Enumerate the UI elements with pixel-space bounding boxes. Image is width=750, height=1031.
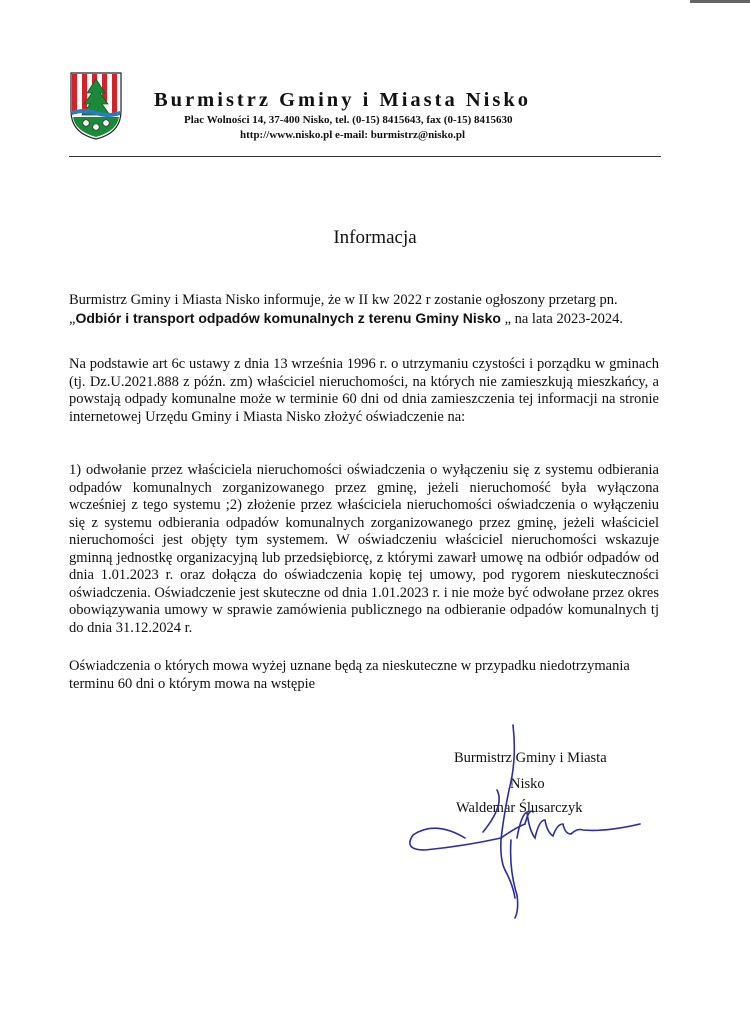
- paragraph-deadline-note: Oświadczenia o których mowa wyżej uznane będą za nieskuteczne w przypadku niedotrzymania terminu 60 dni o którym mowa na wstępie: [69, 658, 630, 692]
- paragraph-declarations: 1) odwołanie przez właściciela nieruchomości oświadczenia o wyłączeniu się z systemu odbierania odpadów komunalnych zorganizowanego przez gminę, jeżeli nieruchomość była wyłączona wcześniej z tego systemu ;2) złożenie przez właściciela nieruchomości oświadczenia o wyłączeniu się z systemu odbierania odpadów komunalnych zorganizowanego przez gminę, jeżeli właściciel nieruchomości jest objęty tym systemem. W oświadczeniu właściciel nieruchomości wskazuje gminną jednostkę organizacyjną lub przedsiębiorcę, z którymi zawarł umowę na odbiór odpadów od dnia 1.01.2023 r. oraz dołącza do oświadczenia kopię tej umowy, pod rygorem nieskuteczności oświadczenia. Oświadczenie jest skuteczne od dnia 1.01.2023 r. i nie może być odwołane przez okres obowiązywania umowy w sprawie zamówienia publicznego na odbieranie odpadów komunalnych tj do dnia 31.12.2024 r.: [69, 462, 659, 636]
- coat-of-arms-icon: [69, 71, 123, 141]
- announcement-text-start: Burmistrz Gminy i Miasta Nisko informuje, że w II kw 2022 r zostanie ogłoszony przetarg pn. „: [69, 292, 618, 327]
- tender-name: Odbiór i transport odpadów komunalnych z terenu Gminy Nisko: [75, 309, 501, 326]
- paragraph-announcement: [69, 292, 659, 328]
- announcement-text-end: „ na lata 2023-2024.: [500, 310, 623, 327]
- letterhead-address: Plac Wolności 14, 37-400 Nisko, tel. (0-15) 8415643, fax (0-15) 8415630: [184, 114, 513, 126]
- header-divider: [69, 156, 661, 157]
- signatory-name: Waldemar Ślusarczyk: [456, 800, 583, 816]
- handwritten-signature-icon: [405, 720, 645, 920]
- signatory-position: Burmistrz Gminy i Miasta: [454, 750, 607, 766]
- paragraph-legal-basis: Na podstawie art 6c ustawy z dnia 13 września 1996 r. o utrzymaniu czystości i porządku w gminach (tj. Dz.U.2021.888 z późn. zm) właściciel nieruchomości, na których nie zamieszkują mieszkańcy, a powstają odpady komunalne może w terminie 60 dni od dnia zamieszczenia tej informacji na stronie internetowej Urzędu Gminy i Miasta Nisko złożyć oświadczenie na:: [69, 356, 659, 425]
- scan-edge: [690, 0, 750, 3]
- letterhead-web-email: http://www.nisko.pl e-mail: burmistrz@nisko.pl: [240, 129, 466, 141]
- letterhead-title: Burmistrz Gminy i Miasta Nisko: [154, 89, 531, 111]
- signatory-town: Nisko: [510, 776, 545, 792]
- document-title: Informacja: [333, 227, 417, 248]
